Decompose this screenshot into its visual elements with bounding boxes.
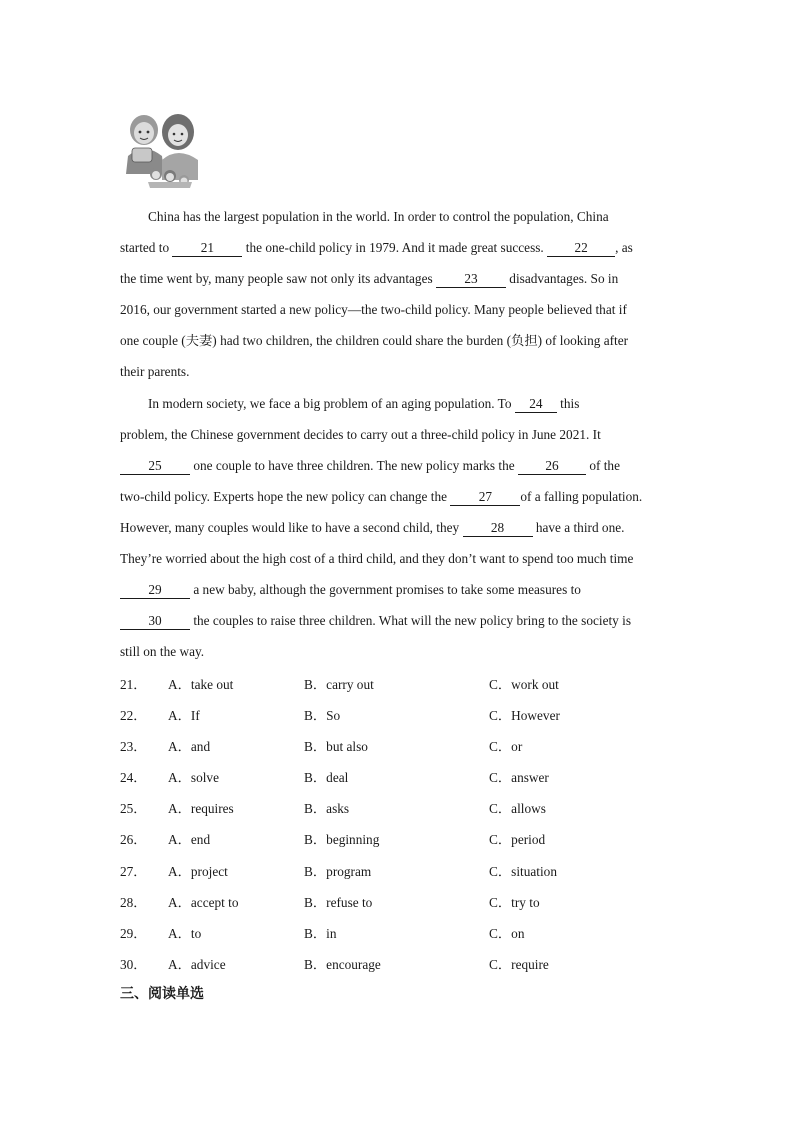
text-span: They’re worried about the high cost of a third child, and they don’t want to spend too much time [120,551,634,567]
text-span: the couples to raise three children. What will the new policy bring to the society is [190,613,632,629]
question-row [120,856,680,887]
option-c[interactable]: C．However [489,708,560,724]
text-span: have a third one. [532,519,625,535]
option-a[interactable]: A．project [168,863,228,879]
question-number: 30． [120,956,147,972]
answer-options [120,669,680,980]
passage-line [120,605,668,636]
option-a[interactable]: A．advice [168,956,226,972]
question-row [120,824,680,855]
text-span: However, many couples would like to have a second child, they [120,519,463,535]
question-row [120,887,680,918]
option-c[interactable]: C．work out [489,677,559,692]
option-b[interactable]: B．refuse to [304,894,373,910]
question-row [120,700,680,731]
question-number: 21． [120,677,147,692]
option-a[interactable]: A．to [168,925,202,941]
option-c[interactable]: C．situation [489,863,557,879]
option-b[interactable]: B．deal [304,770,349,786]
question-number: 26． [120,832,147,848]
blank-27[interactable]: 27 [450,490,520,506]
option-a[interactable]: A．take out [168,677,234,692]
passage-line [120,543,668,574]
option-c[interactable]: C．require [489,956,549,972]
blank-21[interactable]: 21 [172,241,242,257]
question-number: 22． [120,708,147,724]
question-row [120,669,680,700]
passage-line [120,325,668,356]
blank-28[interactable]: 28 [463,521,533,537]
option-b[interactable]: B．So [304,708,341,724]
question-number: 24． [120,770,147,786]
option-a[interactable]: A．accept to [168,894,239,910]
text-span: 2016, our government started a new policy—the two-child policy. Many people believed that if [120,302,627,318]
passage-line [120,636,668,667]
text-span: the time went by, many people saw not only its advantages [120,271,436,287]
option-b[interactable]: B．beginning [304,832,380,848]
passage-line [120,201,668,232]
question-row [120,918,680,949]
question-row [120,793,680,824]
option-b[interactable]: B．but also [304,739,368,755]
text-span: disadvantages. So in [505,271,619,287]
text-span: two-child policy. Experts hope the new policy can change the [120,488,451,504]
text-span: one couple (夫妻) had two children, the children could share the burden (负担) of looking after [120,333,629,349]
option-b[interactable]: B．asks [304,801,350,817]
blank-25[interactable]: 25 [120,459,190,475]
option-a[interactable]: A．and [168,739,211,755]
text-span: , as [615,240,633,256]
blank-26[interactable]: 26 [518,459,586,475]
option-c[interactable]: C．answer [489,770,549,786]
family-illustration-icon [122,108,202,190]
passage-line [120,294,668,325]
passage-line [120,481,668,512]
option-c[interactable]: C．period [489,832,546,848]
blank-23[interactable]: 23 [436,272,506,288]
question-row [120,949,680,980]
question-number: 23． [120,739,147,755]
option-b[interactable]: B．encourage [304,956,381,972]
text-span: this [556,395,580,411]
passage-line [120,232,668,263]
section-heading: 三、阅读单选 [120,986,204,1002]
question-number: 25． [120,801,147,817]
option-a[interactable]: A．requires [168,801,234,817]
option-a[interactable]: A．If [168,708,200,724]
text-span: of the [586,457,620,473]
option-c[interactable]: C．or [489,739,523,755]
passage-line [120,263,668,294]
blank-29[interactable]: 29 [120,583,190,599]
option-b[interactable]: B．in [304,925,337,941]
blank-22[interactable]: 22 [547,241,615,257]
text-span: of a falling population. [520,488,643,504]
text-span: started to [120,240,173,256]
question-number: 28． [120,894,147,910]
text-span: their parents. [120,364,190,380]
option-c[interactable]: C．try to [489,894,540,910]
text-span: a new baby, although the government promises to take some measures to [190,582,581,598]
text-span: the one-child policy in 1979. And it made great success. [242,240,548,256]
option-b[interactable]: B．carry out [304,677,374,692]
option-c[interactable]: C．on [489,925,525,941]
option-c[interactable]: C．allows [489,801,546,817]
passage-line [120,450,668,481]
question-number: 29． [120,925,147,941]
passage-line [120,388,668,419]
option-a[interactable]: A．end [168,832,211,848]
passage-line [120,419,668,450]
passage-line [120,512,668,543]
blank-30[interactable]: 30 [120,614,190,630]
text-span: still on the way. [120,644,205,660]
text-span: In modern society, we face a big problem of an aging population. To [148,395,515,411]
option-a[interactable]: A．solve [168,770,219,786]
question-number: 27． [120,863,147,879]
question-row [120,762,680,793]
text-span: problem, the Chinese government decides to carry out a three-child policy in June 2021. It [120,426,601,442]
option-b[interactable]: B．program [304,863,372,879]
question-row [120,731,680,762]
blank-24[interactable]: 24 [515,397,557,413]
cloze-passage [120,201,668,667]
passage-line [120,356,668,387]
text-span: one couple to have three children. The new policy marks the [190,457,519,473]
passage-line [120,574,668,605]
text-span: China has the largest population in the world. In order to control the population, China [148,209,609,224]
